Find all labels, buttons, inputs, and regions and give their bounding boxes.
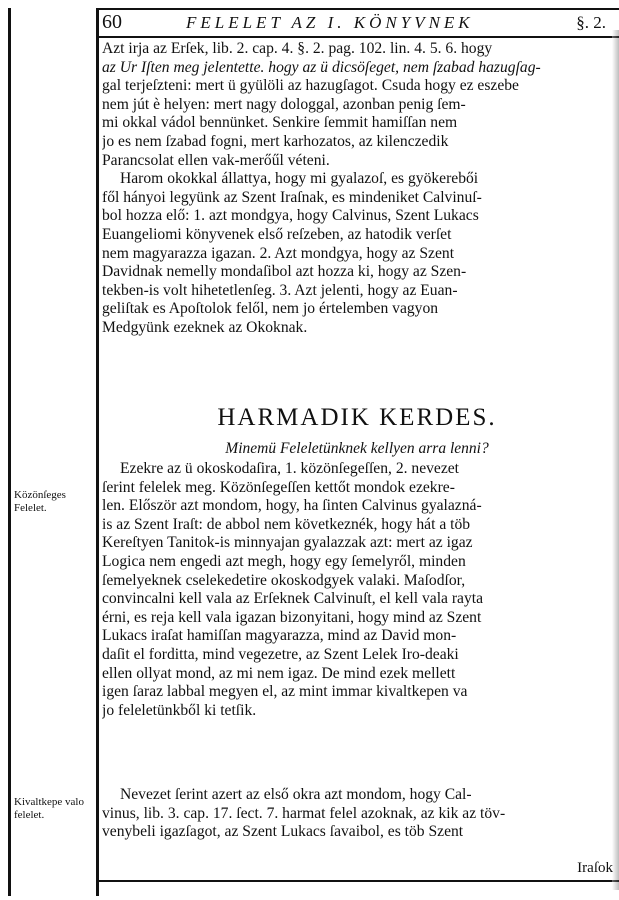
text-line: geliſtak es Apoſtolok felől, nem jo értelemben vagyon [102,300,439,318]
text-line: mi okkal vádol bennünket. Senkire ſemmit hamiſſan nem [102,114,458,132]
text-line: Parancsolat ellen vak-merőűl véteni. [102,151,330,169]
page-number: 60 [102,11,122,33]
text-line: vinus, lib. 3. cap. 17. ſect. 7. harmat felel azoknak, az kik az töv- [102,804,506,822]
text-line: ſemelyeknek cselekedetire okoskodgyek valaki. Maſodſor, [102,571,466,589]
text-line: gal terjeſzteni: mert ü gyülöli az hazugſagot. Csuda hogy ez eszebe [102,77,519,95]
chapter-heading: HARMADIK KERDES. [217,404,497,431]
running-title: FELELET AZ I. KÖNYVNEK [186,13,474,32]
text-line: Harom okokkal állattya, hogy mi gyalazoſ, es gyökerebői [120,170,479,188]
text-line: convincalni kell vala az Erſeknek Calvinuſt, el kell vala rayta [102,590,484,608]
text-line: daſit el forditta, mind vegezetre, az Szent Lelek Iro-deaki [102,645,459,663]
text-line: Kereſtyen Tanitok-is minnyajan gyalazzak azt: mert az igaz [102,534,473,552]
text-line: nem magyarazza igazan. 2. Azt mondgya, hogy az Szent [102,244,455,262]
text-line: az Ur Iſten meg jelentette. hogy az ü dicsöſeget, nem ſzabad hazugſag- [102,58,541,76]
page-header [100,10,614,36]
text-line: venybeli igazſagot, az Szent Lukacs ſavaibol, es töb Szent [102,823,464,841]
catchword: Iraſok [577,860,613,876]
text-line: bol hozza elő: 1. azt mondgya, hogy Calvinus, Szent Lukacs [102,207,479,225]
margin-note-general: Közönſeges Felelet. [14,489,66,514]
text-line: len. Először azt mondom, hogy, ha ſinten Calvinus gyalazná- [102,497,482,515]
body-text-middle [102,460,614,720]
bottom-rule [96,880,619,882]
text-line: ſerint felelek meg. Közönſegeſſen kettőt mondok ezekre- [102,478,455,496]
body-text-top [102,40,614,338]
text-line: Lukacs iraſat hamiſſan magyarazza, mind az David mon- [102,627,457,645]
margin-note-specific: Kivaltkepe valo felelet. [14,796,84,821]
text-line: ellen ollyat mond, az mi nem igaz. De mind ezek mellett [102,664,456,682]
section-mark: §. 2. [576,13,606,32]
header-rule [96,36,619,38]
text-line: Ezekre az ü okoskodaſira, 1. közönſegeſſen, 2. nevezet [120,460,460,477]
text-line: jo es nem ſzabad fogni, mert karhozatos, az kilenczedik [102,132,449,150]
text-line: tekben-is volt hihetetlenſeg. 3. Azt jelenti, hogy az Euan- [102,281,458,299]
text-line: is az Szent Iraſt: de abbol nem következnék, hogy hát a töb [102,515,471,533]
text-line: Nevezet ſerint azert az első okra azt mondom, hogy Cal- [120,786,472,803]
text-line: Medgyünk ezeknek az Okoknak. [102,318,308,336]
text-line: Logica nem engedi azt megh, hogy egy ſemelyről, minden [102,552,466,570]
text-line: Davidnak nemelly mondaſibol azt hozza ki, hogy az Szen- [102,263,467,281]
text-line: igen ſaraz labbal megyen el, az mint immar kivaltkepen va [102,683,468,701]
left-border [8,8,11,896]
text-line: Euangeliomi könyvenek első reſzeben, az hatodik verſet [102,225,452,243]
text-line: nem jút è helyen: mert nagy dologgal, azonban penig ſem- [102,95,466,113]
text-line: fől hányoi legyünk az Szent Iraſnak, es mindeniket Calvinuſ- [102,188,482,206]
body-text-bottom [102,786,614,842]
margin-rule [96,8,99,896]
text-line: jo feleletünkből ki tetſik. [102,701,257,719]
text-line: Azt irja az Erſek, lib. 2. cap. 4. §. 2. pag. 102. lin. 4. 5. 6. hogy [102,40,493,57]
chapter-subheading: Minemü Feleletünknek kellyen arra lenni? [225,440,489,457]
text-line: érni, es reja kell vala igazan bizonyitani, hogy mind az Szent [102,608,482,626]
